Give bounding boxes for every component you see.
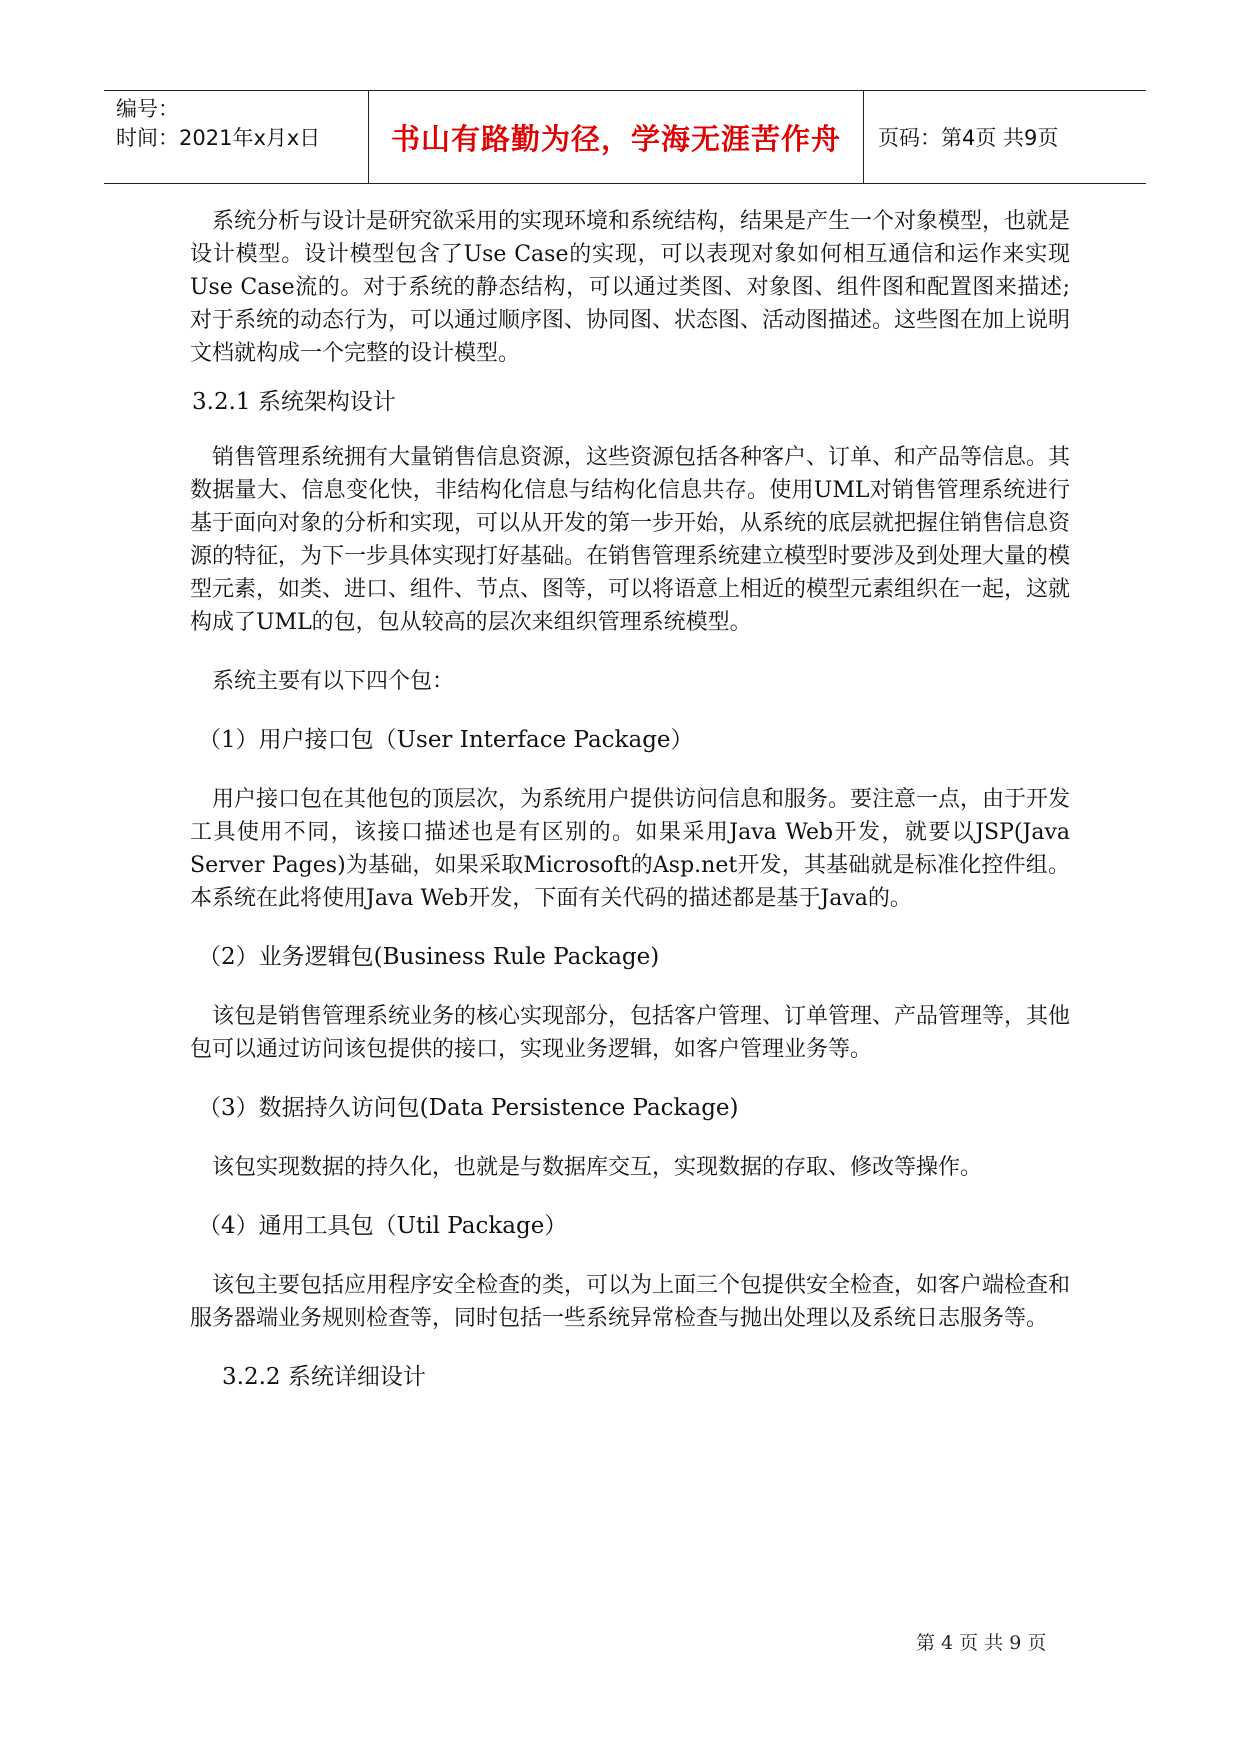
header-page-label: 页码：第4页 共9页 xyxy=(878,126,1059,150)
package-1-description: 用户接口包在其他包的顶层次，为系统用户提供访问信息和服务。要注意一点，由于开发工具使用不同，该接口描述也是有区别的。如果采用Java Web开发，就要以JSP(Java Server Pages)为基础，如果采取Microsoft的Asp.net开发，其基础就是标准化控件组。本系统在此将使用Java Web开发，下面有关代码的描述都是基于Java的。 xyxy=(190,787,1071,911)
package-1-title: （1）用户接口包（User Interface Package） xyxy=(198,727,694,753)
packages-intro: 系统主要有以下四个包： xyxy=(212,669,455,694)
page-header xyxy=(104,90,1146,184)
package-3-title: （3）数据持久访问包(Data Persistence Package) xyxy=(198,1095,739,1121)
package-2-description: 该包是销售管理系统业务的核心实现部分，包括客户管理、订单管理、产品管理等，其他包可以通过访问该包提供的接口，实现业务逻辑，如客户管理业务等。 xyxy=(190,1004,1071,1062)
package-3-description: 该包实现数据的持久化，也就是与数据库交互，实现数据的存取、修改等操作。 xyxy=(212,1155,983,1180)
architecture-paragraph: 销售管理系统拥有大量销售信息资源，这些资源包括各种客户、订单、和产品等信息。其数据量大、信息变化快，非结构化信息与结构化信息共存。使用UML对销售管理系统进行基于面向对象的分析和实现，可以从开发的第一步开始，从系统的底层就把握住销售信息资源的特征，为下一步具体实现打好基础。在销售管理系统建立模型时要涉及到处理大量的模型元素，如类、进口、组件、节点、图等，可以将语意上相近的模型元素组织在一起，这就构成了UML的包，包从较高的层次来组织管理系统模型。 xyxy=(190,445,1071,635)
package-2-title: （2）业务逻辑包(Business Rule Package) xyxy=(198,944,660,970)
header-slogan: 书山有路勤为径，学海无涯苦作舟 xyxy=(369,91,864,183)
document-body xyxy=(190,205,1070,1394)
section-heading-detailed-design: 3.2.2 系统详细设计 xyxy=(222,1364,426,1390)
package-4-description: 该包主要包括应用程序安全检查的类，可以为上面三个包提供安全检查，如客户端检查和服务器端业务规则检查等，同时包括一些系统异常检查与抛出处理以及系统日志服务等。 xyxy=(190,1273,1071,1331)
header-meta xyxy=(104,91,369,183)
header-time-label: 时间：2021年x月x日 xyxy=(116,126,321,150)
header-number-label: 编号： xyxy=(116,97,179,121)
page-footer: 第 4 页 共 9 页 xyxy=(916,1632,1047,1654)
package-4-title: （4）通用工具包（Util Package） xyxy=(198,1213,568,1239)
section-heading-architecture: 3.2.1 系统架构设计 xyxy=(192,389,396,415)
intro-paragraph: 系统分析与设计是研究欲采用的实现环境和系统结构，结果是产生一个对象模型，也就是设计模型。设计模型包含了Use Case的实现，可以表现对象如何相互通信和运作来实现Use Case流的。对于系统的静态结构，可以通过类图、对象图、组件图和配置图来描述; 对于系统的动态行为，可以通过顺序图、协同图、状态图、活动图描述。这些图在加上说明文档就构成一个完整的设计模型。 xyxy=(190,209,1071,366)
